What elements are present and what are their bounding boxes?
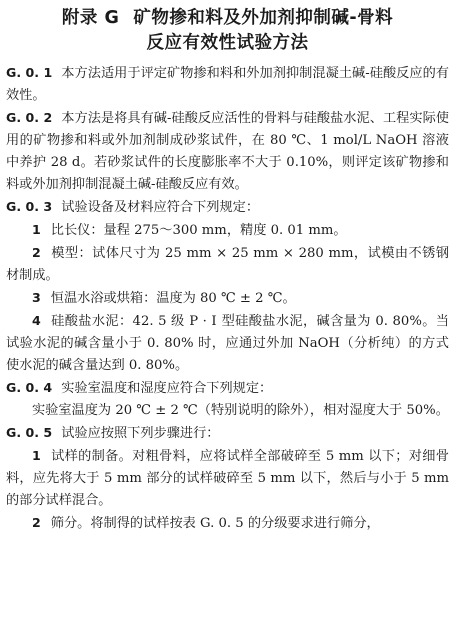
clause-number: G. 0. 4	[6, 380, 53, 395]
item-number: 1	[32, 222, 41, 237]
item-number: 2	[32, 515, 41, 530]
list-item	[6, 445, 449, 512]
clause-body: 实验室温度为 20 ℃ ± 2 ℃（特别说明的除外），相对湿度大于 50%。	[32, 403, 449, 418]
clause-g05	[6, 422, 449, 445]
clause-text: 试验设备及材料应符合下列规定：	[61, 200, 260, 215]
item-number: 4	[32, 313, 41, 328]
appendix-label: 附录 G	[61, 8, 120, 28]
clause-text: 试验应按照下列步骤进行：	[61, 426, 220, 441]
item-text: 模型：试体尺寸为 25 mm × 25 mm × 280 mm，试模由不锈钢材制成。	[6, 246, 449, 283]
item-text: 恒温水浴或烘箱：温度为 80 ℃ ± 2 ℃。	[50, 291, 296, 306]
appendix-title	[6, 6, 449, 56]
clause-g04	[6, 377, 449, 400]
appendix-title-text: 矿物掺和料及外加剂抑制碱-骨料	[133, 8, 394, 28]
appendix-title-line2: 反应有效性试验方法	[146, 33, 309, 53]
clause-number: G. 0. 5	[6, 425, 53, 440]
appendix-title-line1	[6, 6, 449, 31]
clause-text: 实验室温度和湿度应符合下列规定：	[61, 381, 273, 396]
clause-g03	[6, 196, 449, 219]
item-number: 2	[32, 245, 41, 260]
clause-number: G. 0. 1	[6, 65, 53, 80]
list-item	[6, 242, 449, 287]
clause-text: 本方法适用于评定矿物掺和料和外加剂抑制混凝土碱-硅酸反应的有效性。	[6, 66, 449, 103]
list-item	[6, 287, 449, 310]
item-text: 试样的制备。对粗骨料，应将试样全部破碎至 5 mm 以下；对细骨料，应先将大于 5 mm 部分的试样破碎至 5 mm 以下，然后与小于 5 mm 的部分试样混合。	[6, 449, 449, 508]
item-number: 1	[32, 448, 41, 463]
clause-g01	[6, 62, 449, 107]
clause-number: G. 0. 2	[6, 110, 53, 125]
list-item	[6, 310, 449, 377]
item-text: 硅酸盐水泥：42. 5 级 P · Ⅰ 型硅酸盐水泥，碱含量为 0. 80%。当试验水泥的碱含量小于 0. 80% 时，应通过外加 NaOH（分析纯）的方式使水泥的碱含量达到 0. 80%。	[6, 314, 449, 373]
clause-g02	[6, 107, 449, 196]
item-text: 比长仪：量程 275～300 mm，精度 0. 01 mm。	[50, 223, 347, 238]
item-number: 3	[32, 290, 41, 305]
clause-number: G. 0. 3	[6, 199, 53, 214]
clause-text: 本方法是将具有碱-硅酸反应活性的骨料与硅酸盐水泥、工程实际使用的矿物掺和料或外加剂制成砂浆试件，在 80 ℃、1 mol/L NaOH 溶液中养护 28 d。若砂浆试件的长度膨胀率不大于 0.10%，则评定该矿物掺和料或外加剂抑制混凝土碱-硅酸反应有效。	[6, 111, 449, 192]
list-item	[6, 219, 449, 242]
list-item	[6, 512, 449, 535]
item-text: 筛分。将制得的试样按表 G. 0. 5 的分级要求进行筛分，	[50, 516, 380, 531]
